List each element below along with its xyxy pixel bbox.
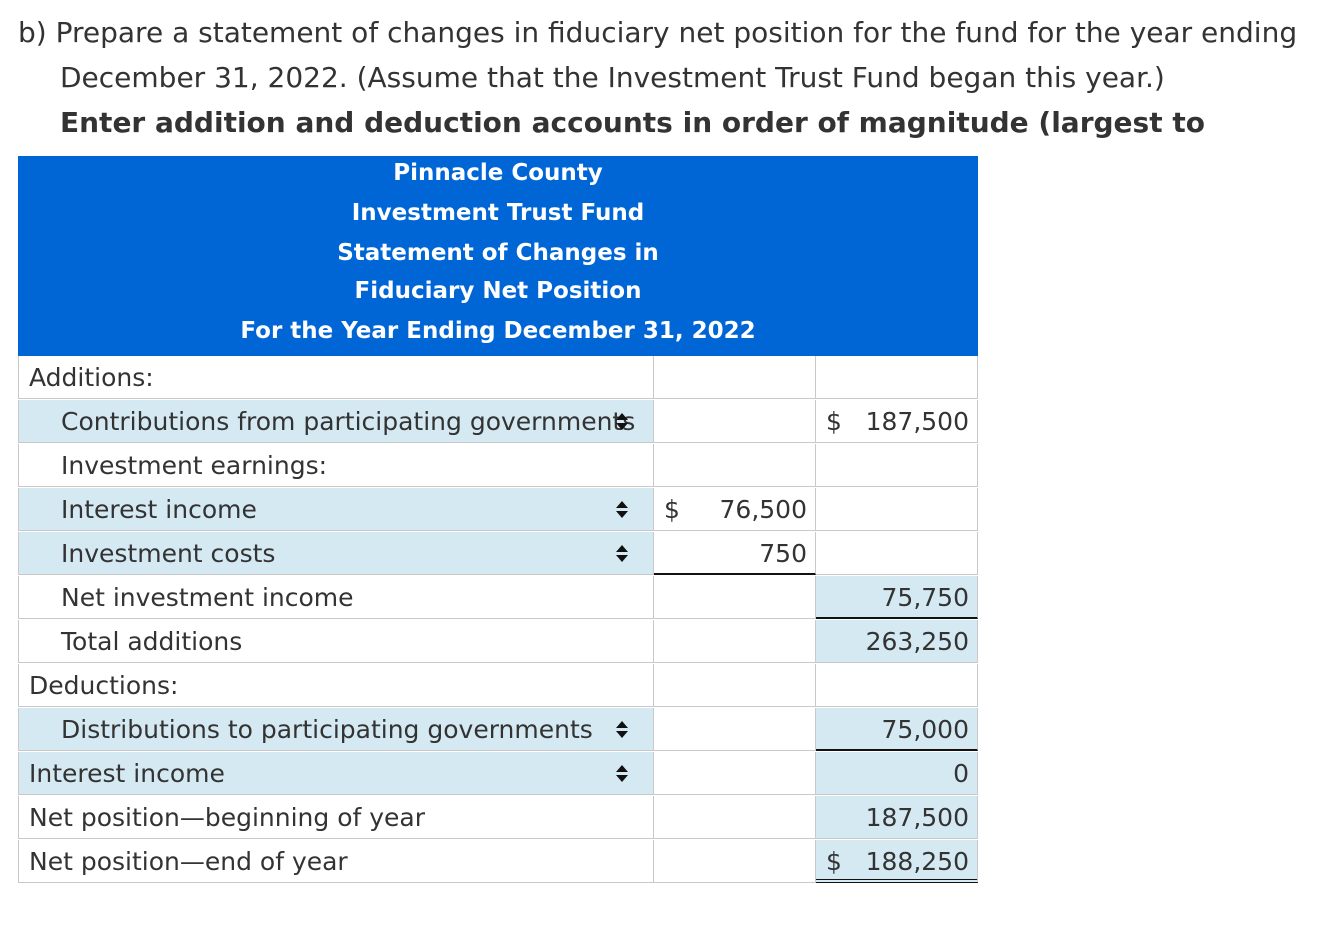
mid-amount-cell[interactable]	[654, 752, 816, 795]
amount-value: 187,500	[865, 803, 969, 832]
dollar-sign: $	[664, 495, 680, 524]
amount-value: 188,250	[865, 847, 969, 876]
instruction-line-1: b) Prepare a statement of changes in fiduciary net position for the fund for the year ending	[18, 16, 1298, 49]
mid-amount-cell[interactable]	[654, 664, 816, 707]
header-title-2: Fiduciary Net Position	[354, 278, 642, 304]
mid-amount-cell[interactable]	[654, 620, 816, 663]
right-amount-cell[interactable]	[816, 576, 978, 619]
row-label: Contributions from participating governments	[61, 407, 636, 436]
account-select[interactable]	[18, 708, 654, 751]
right-amount-cell[interactable]	[816, 752, 978, 795]
select-arrows-icon[interactable]	[615, 721, 629, 739]
right-amount-cell[interactable]	[816, 708, 978, 751]
select-arrows-icon[interactable]	[615, 501, 629, 519]
mid-amount-cell[interactable]	[654, 400, 816, 443]
amount-value: 750	[759, 539, 807, 568]
amount-value: 76,500	[719, 495, 807, 524]
amount-value: 75,750	[881, 583, 969, 612]
row-label: Additions:	[29, 363, 154, 392]
select-arrows-icon[interactable]	[615, 413, 629, 431]
dollar-sign: $	[826, 407, 842, 436]
header-period: For the Year Ending December 31, 2022	[240, 318, 756, 344]
row-label: Total additions	[61, 627, 243, 656]
right-amount-cell[interactable]	[816, 796, 978, 839]
row-deductions	[18, 664, 978, 708]
statement-header	[18, 156, 978, 356]
row-interest-income-2	[18, 752, 978, 796]
dollar-sign: $	[826, 847, 842, 876]
right-amount-cell[interactable]	[816, 488, 978, 531]
right-amount-cell[interactable]	[816, 840, 978, 883]
row-net-position-end	[18, 840, 978, 884]
row-total-additions	[18, 620, 978, 664]
row-investment-earnings	[18, 444, 978, 488]
account-select[interactable]	[18, 532, 654, 575]
row-distributions	[18, 708, 978, 752]
amount-value: 0	[953, 759, 969, 788]
instruction-line-2: December 31, 2022. (Assume that the Investment Trust Fund began this year.)	[60, 61, 1165, 94]
row-label: Net position—end of year	[29, 847, 348, 876]
right-amount-cell[interactable]	[816, 664, 978, 707]
row-label: Interest income	[61, 495, 257, 524]
mid-amount-cell[interactable]	[654, 356, 816, 399]
amount-value: 75,000	[881, 715, 969, 744]
row-interest-income	[18, 488, 978, 532]
row-label: Investment earnings:	[61, 451, 328, 480]
mid-amount-cell[interactable]	[654, 532, 816, 575]
row-net-investment-income	[18, 576, 978, 620]
right-amount-cell[interactable]	[816, 444, 978, 487]
mid-amount-cell[interactable]	[654, 840, 816, 883]
select-arrows-icon[interactable]	[615, 765, 629, 783]
mid-amount-cell[interactable]	[654, 444, 816, 487]
header-fund: Investment Trust Fund	[351, 200, 645, 226]
instruction-line-3: Enter addition and deduction accounts in order of magnitude (largest to	[60, 106, 1205, 139]
row-investment-costs	[18, 532, 978, 576]
select-arrows-icon[interactable]	[615, 545, 629, 563]
row-label: Interest income	[29, 759, 225, 788]
mid-amount-cell[interactable]	[654, 708, 816, 751]
mid-amount-cell[interactable]	[654, 488, 816, 531]
mid-amount-cell[interactable]	[654, 796, 816, 839]
row-label: Net investment income	[61, 583, 354, 612]
amount-value: 187,500	[865, 407, 969, 436]
right-amount-cell[interactable]	[816, 400, 978, 443]
row-label: Net position—beginning of year	[29, 803, 426, 832]
amount-value: 263,250	[865, 627, 969, 656]
row-label: Distributions to participating governments	[61, 715, 593, 744]
right-amount-cell[interactable]	[816, 532, 978, 575]
row-label: Deductions:	[29, 671, 179, 700]
row-contributions	[18, 400, 978, 444]
header-entity: Pinnacle County	[393, 160, 603, 186]
statement-table	[18, 156, 978, 876]
row-label: Investment costs	[61, 539, 276, 568]
account-select[interactable]	[18, 752, 654, 795]
right-amount-cell[interactable]	[816, 356, 978, 399]
account-select[interactable]	[18, 488, 654, 531]
row-additions	[18, 356, 978, 400]
mid-amount-cell[interactable]	[654, 576, 816, 619]
account-select[interactable]	[18, 400, 654, 443]
header-title-1: Statement of Changes in	[337, 240, 659, 266]
row-net-position-beginning	[18, 796, 978, 840]
right-amount-cell[interactable]	[816, 620, 978, 663]
